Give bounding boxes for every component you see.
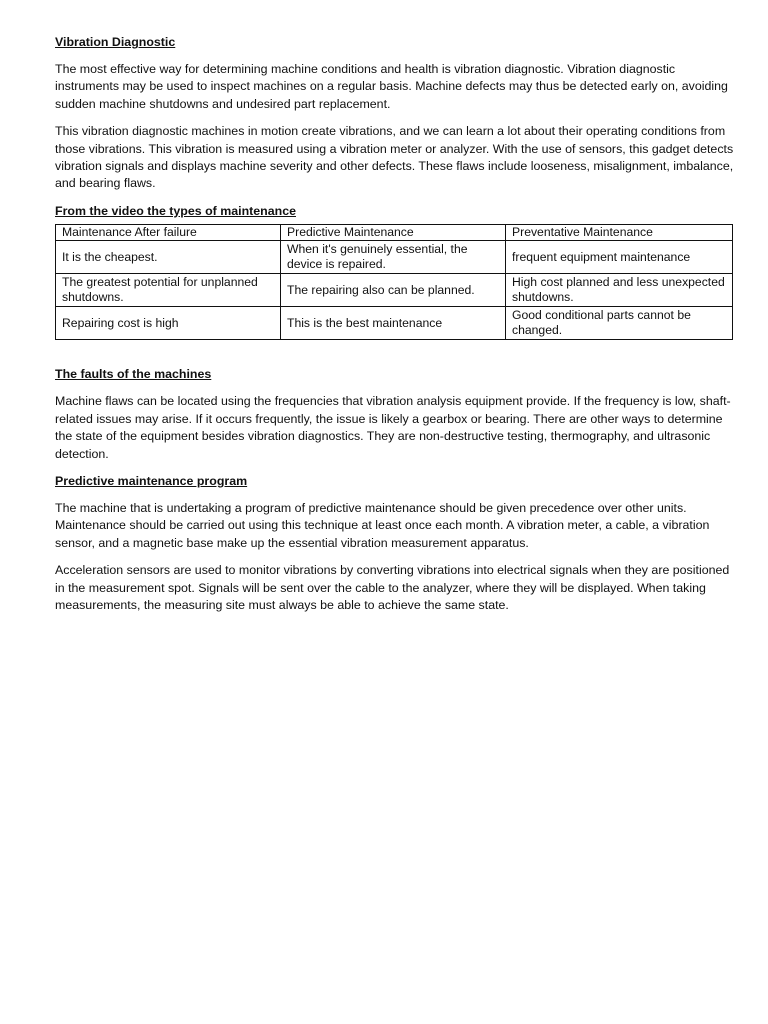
table-cell: When it's genuinely essential, the device is repaired. <box>281 241 506 274</box>
table-row <box>56 241 733 274</box>
table-row <box>56 274 733 307</box>
table-cell: This is the best maintenance <box>281 307 506 340</box>
heading-vibration-diagnostic: Vibration Diagnostic <box>55 35 176 49</box>
table-cell: High cost planned and less unexpected shutdowns. <box>506 274 733 307</box>
header-cell-predictive: Predictive Maintenance <box>281 224 506 241</box>
table-cell: frequent equipment maintenance <box>506 241 733 274</box>
header-cell-preventative: Preventative Maintenance <box>506 224 733 241</box>
paragraph-intro: The most effective way for determining machine conditions and health is vibration diagnostic. Vibration diagnostic instruments may be used to inspect machines on a regular basis. Machine defects may thus be detected early on, avoiding sudden machine shutdowns and undesired part replacement. <box>55 62 728 111</box>
table-header-row <box>56 224 733 241</box>
table-cell: It is the cheapest. <box>56 241 281 274</box>
header-cell-after-failure: Maintenance After failure <box>56 224 281 241</box>
document-page <box>55 34 735 615</box>
table-cell: The greatest potential for unplanned shutdowns. <box>56 274 281 307</box>
table-cell: Good conditional parts cannot be changed. <box>506 307 733 340</box>
heading-predictive-maintenance-program: Predictive maintenance program <box>55 474 248 489</box>
table-row <box>56 307 733 340</box>
table-cell: Repairing cost is high <box>56 307 281 340</box>
paragraph-vibration-measurement: This vibration diagnostic machines in motion create vibrations, and we can learn a lot about their operating conditions from those vibrations. This vibration is measured using a vibration meter or analyzer. With the use of sensors, this gadget detects vibration signals and displays machine severity and other defects. These flaws include looseness, misalignment, imbalance, and bearing flaws. <box>55 124 734 191</box>
maintenance-table <box>55 224 733 341</box>
table-cell: The repairing also can be planned. <box>281 274 506 307</box>
paragraph-acceleration-sensors: Acceleration sensors are used to monitor vibrations by converting vibrations into electrical signals when they are positioned in the measurement spot. Signals will be sent over the cable to the analyzer, where they will be displayed. When taking measurements, the measuring site must always be able to achieve the same state. <box>55 563 730 613</box>
heading-faults-of-machines: The faults of the machines <box>55 367 212 382</box>
heading-types-of-maintenance: From the video the types of maintenance <box>55 203 296 218</box>
paragraph-faults: Machine flaws can be located using the frequencies that vibration analysis equipment provide. If the frequency is low, shaft-related issues may arise. If it occurs frequently, the issue is likely a gearbox or bearing. There are other ways to determine the state of the equipment besides vibration diagnostics. They are non-destructive testing, thermography, and ultrasonic detection. <box>55 394 731 461</box>
paragraph-program: The machine that is undertaking a program of predictive maintenance should be given precedence over other units. Maintenance should be carried out using this technique at least once each month. A vibration meter, a cable, a vibration sensor, and a magnetic base make up the essential vibration measurement apparatus. <box>55 501 710 550</box>
